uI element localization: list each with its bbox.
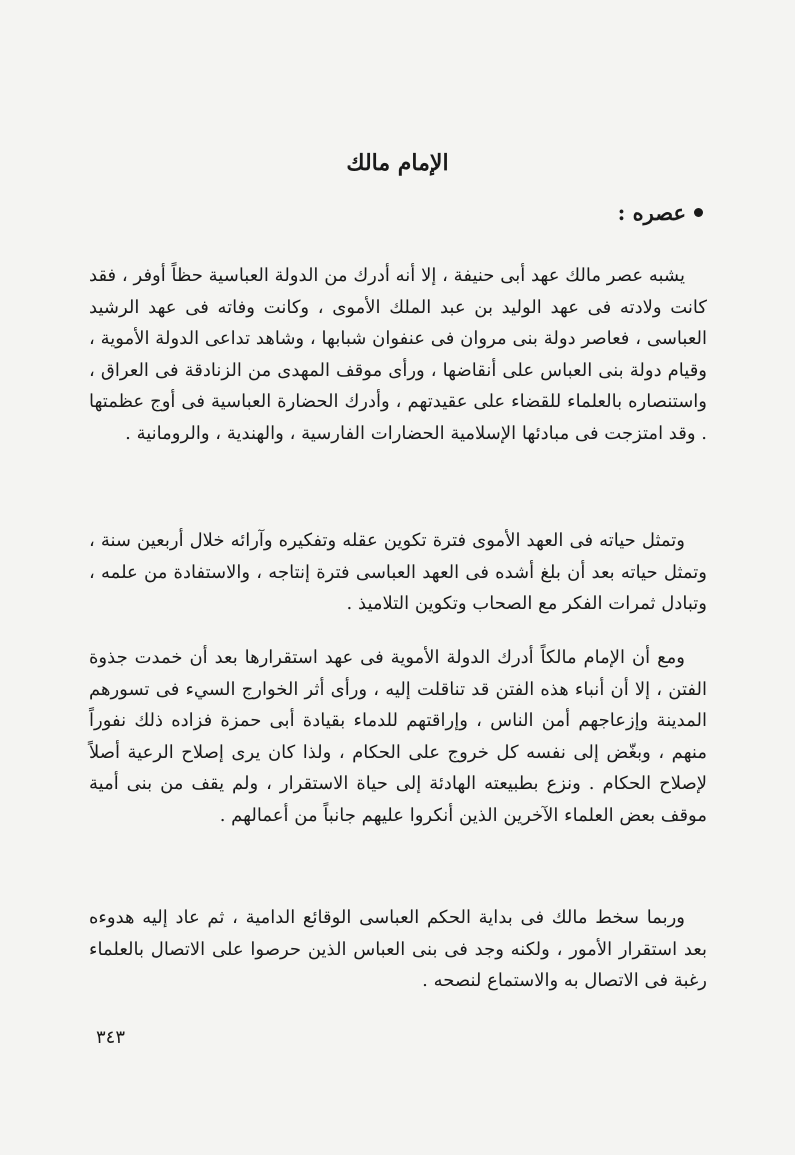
paragraph: ومع أن الإمام مالكاً أدرك الدولة الأموية فى عهد استقرارها بعد أن خمدت جذوة الفتن ، إلا أن أنباء هذه الفتن قد تناقلت إليه ، ورأى أثر الخوارج السيء فى تسورهم المدينة وإزعاجهم أمن الناس ، وإراقتهم للدماء بقيادة أبى حمزة فزاده ذلك نفوراً منهم ، وبغّض إلى نفسه كل خروج على الحكام ، ولذا كان يرى إصلاح الرعية أصلاً لإصلاح الحكام . ونزع بطبيعته الهادئة إلى حياة الاستقرار ، ولم يقف من بنى أمية موقف بعض العلماء الآخرين الذين أنكروا عليهم جانباً من أعمالهم . xyxy=(89,647,708,826)
bullet-icon xyxy=(694,208,703,217)
page-number: ٣٤٣ xyxy=(96,1027,126,1048)
paragraph: وتمثل حياته فى العهد الأموى فترة تكوين عقله وتفكيره وآرائه خلال أربعين سنة ، وتمثل حياته بعد أن بلغ أشده فى العهد العباسى فترة إنتاجه ، والاستفادة من علمه ، وتبادل ثمرات الفكر مع الصحاب وتكوين التلاميذ . xyxy=(89,530,708,614)
paragraph: يشبه عصر مالك عهد أبى حنيفة ، إلا أنه أدرك من الدولة العباسية حظاً أوفر ، فقد كانت ولادته فى عهد الوليد بن عبد الملك الأموى ، وكانت وفاته فى عهد الرشيد العباسى ، فعاصر دولة بنى مروان فى عنفوان شبابها ، وشاهد تداعى الدولة الأموية ، وقيام دولة بنى العباس على أنقاضها ، ورأى موقف المهدى من الزنادقة فى العراق ، واستنصاره بالعلماء للقضاء على عقيدتهم ، وأدرك الحضارة العباسية فى أوج عظمتها . وقد امتزجت فى مبادئها الإسلامية الحضارات الفارسية ، والهندية ، والرومانية . xyxy=(89,265,707,444)
section-heading-text: عصره : xyxy=(617,200,686,225)
chapter-title: الإمام مالك xyxy=(346,150,449,176)
paragraph: وربما سخط مالك فى بداية الحكم العباسى الوقائع الدامية ، ثم عاد إليه هدوءه بعد استقرار الأمور ، ولكنه وجد فى بنى العباس الذين حرصوا على الاتصال بالعلماء رغبة فى الاتصال به والاستماع لنصحه . xyxy=(89,907,707,991)
section-heading xyxy=(618,200,703,225)
